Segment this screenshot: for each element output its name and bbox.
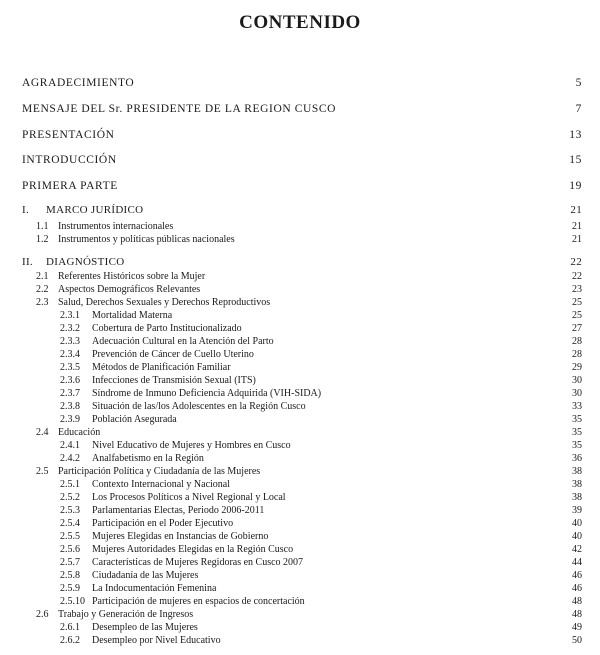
toc-entry-page-number: 25 bbox=[572, 297, 582, 308]
toc-entry-page-number: 5 bbox=[575, 77, 582, 89]
toc-entry-label bbox=[60, 543, 293, 556]
toc-entry-text: Nivel Educativo de Mujeres y Hombres en Cusco bbox=[92, 440, 291, 451]
toc-entry bbox=[0, 400, 600, 413]
toc-entry bbox=[0, 270, 600, 283]
toc-entry bbox=[0, 621, 600, 634]
toc-entry-text: Infecciones de Transmisión Sexual (ITS) bbox=[92, 375, 256, 386]
toc-entry-label bbox=[60, 452, 204, 465]
toc-entry bbox=[0, 517, 600, 530]
toc-entry-page-number: 30 bbox=[572, 375, 582, 386]
toc-entry-number: 2.3.5 bbox=[60, 362, 80, 373]
toc-entry-label bbox=[60, 504, 264, 517]
toc-entry-number: 2.3.8 bbox=[60, 401, 80, 412]
toc-entry-text: PRESENTACIÓN bbox=[22, 129, 115, 141]
toc-entry-number: 2.5 bbox=[36, 466, 49, 477]
toc-entry bbox=[0, 361, 600, 374]
toc-entry-page-number: 48 bbox=[572, 609, 582, 620]
toc-entry-number: 2.5.6 bbox=[60, 544, 80, 555]
toc-entry bbox=[0, 283, 600, 296]
toc-entry-label bbox=[36, 233, 235, 246]
toc-entry-number: 2.5.3 bbox=[60, 505, 80, 516]
toc-entry-text: Salud, Derechos Sexuales y Derechos Reproductivos bbox=[58, 297, 271, 308]
toc-entry bbox=[0, 204, 600, 217]
toc-entry-label bbox=[60, 309, 172, 322]
toc-entry-text: Educación bbox=[58, 427, 101, 438]
toc-entry-page-number: 15 bbox=[569, 154, 582, 166]
toc-entry-page-number: 38 bbox=[572, 479, 582, 490]
toc-entry-number: 2.1 bbox=[36, 271, 49, 282]
toc-entry-text: MENSAJE DEL Sr. PRESIDENTE DE LA REGION CUSCO bbox=[22, 103, 337, 115]
toc-entry-page-number: 35 bbox=[572, 427, 582, 438]
toc-entry-label bbox=[60, 621, 198, 634]
toc-entry-text: Trabajo y Generación de Ingresos bbox=[58, 609, 194, 620]
toc-entry bbox=[0, 530, 600, 543]
toc-entry-text: Ciudadanía de las Mujeres bbox=[92, 570, 199, 581]
toc-entry-label bbox=[36, 270, 205, 283]
toc-entry-page-number: 39 bbox=[572, 505, 582, 516]
toc-entry-text: Mujeres Autoridades Elegidas en la Región Cusco bbox=[92, 544, 294, 555]
toc-entry-page-number: 28 bbox=[572, 349, 582, 360]
toc-entry-text: Mortalidad Materna bbox=[92, 310, 173, 321]
toc-entry bbox=[0, 595, 600, 608]
toc-entry-number: 2.5.2 bbox=[60, 492, 80, 503]
toc-entry-page-number: 7 bbox=[575, 103, 582, 115]
toc-entry-text: Aspectos Demográficos Relevantes bbox=[58, 284, 201, 295]
toc-entry-number: 2.3.9 bbox=[60, 414, 80, 425]
toc-entry-page-number: 13 bbox=[569, 129, 582, 141]
toc-entry-text: Cobertura de Parto Institucionalizado bbox=[92, 323, 242, 334]
toc-entry-page-number: 21 bbox=[572, 221, 582, 232]
toc-entry-number: 2.3.4 bbox=[60, 349, 80, 360]
toc-entry-page-number: 50 bbox=[572, 635, 582, 646]
toc-entry-number: 2.3 bbox=[36, 297, 49, 308]
toc-entry-label bbox=[60, 595, 305, 608]
toc-entry-label bbox=[60, 335, 274, 348]
toc-entry bbox=[0, 504, 600, 517]
toc-entry bbox=[0, 220, 600, 233]
toc-entry bbox=[0, 608, 600, 621]
toc-entry-number: 2.4.1 bbox=[60, 440, 80, 451]
toc-entry-text: Métodos de Planificación Familiar bbox=[92, 362, 231, 373]
toc-entry-page-number: 21 bbox=[572, 234, 582, 245]
toc-entry bbox=[0, 309, 600, 322]
toc-entry-text: Desempleo de las Mujeres bbox=[92, 622, 198, 633]
toc-entry-number: 2.5.10 bbox=[60, 596, 85, 607]
toc-entry-number: 2.3.2 bbox=[60, 323, 80, 334]
toc-entry-text: Analfabetismo en la Región bbox=[92, 453, 204, 464]
toc-entry-text: Participación Política y Ciudadanía de las Mujeres bbox=[58, 466, 261, 477]
toc-entry-page-number: 33 bbox=[572, 401, 582, 412]
toc-entry bbox=[0, 233, 600, 246]
toc-entry bbox=[0, 491, 600, 504]
toc-entry bbox=[0, 129, 600, 142]
toc-entry-label bbox=[60, 348, 254, 361]
toc-entry-page-number: 30 bbox=[572, 388, 582, 399]
toc-entry-label bbox=[36, 220, 173, 233]
toc-entry-text: Contexto Internacional y Nacional bbox=[92, 479, 231, 490]
toc-entry bbox=[0, 154, 600, 167]
toc-entry-text: PRIMERA PARTE bbox=[22, 180, 118, 192]
toc-entry-number: 2.2 bbox=[36, 284, 49, 295]
toc-entry bbox=[0, 582, 600, 595]
toc-entry-number: 2.5.8 bbox=[60, 570, 80, 581]
toc-entry-text: Población Asegurada bbox=[92, 414, 177, 425]
toc-entry-number: 2.3.6 bbox=[60, 375, 80, 386]
toc-entry-text: INTRODUCCIÓN bbox=[22, 154, 117, 166]
toc-entry-label bbox=[36, 283, 200, 296]
toc-entry-label bbox=[22, 154, 117, 167]
toc-entry-text: Síndrome de Inmuno Deficiencia Adquirida (VIH-SIDA) bbox=[92, 388, 322, 399]
toc-entry-number: 2.5.9 bbox=[60, 583, 80, 594]
toc-entry-page-number: 35 bbox=[572, 414, 582, 425]
toc-entry-label bbox=[60, 387, 321, 400]
toc-entry-label bbox=[60, 517, 233, 530]
toc-entry-number: 1.2 bbox=[36, 234, 49, 245]
toc-entry-text: AGRADECIMIENTO bbox=[22, 77, 135, 89]
toc-entry-page-number: 36 bbox=[572, 453, 582, 464]
toc-entry-label bbox=[60, 634, 221, 647]
toc-entry-label bbox=[60, 439, 291, 452]
toc-entry bbox=[0, 335, 600, 348]
toc-entry-page-number: 35 bbox=[572, 440, 582, 451]
toc-entry-page-number: 25 bbox=[572, 310, 582, 321]
toc-entry-number: 2.3.3 bbox=[60, 336, 80, 347]
toc-entry-page-number: 42 bbox=[572, 544, 582, 555]
toc-entry-text: Características de Mujeres Regidoras en Cusco 2007 bbox=[92, 557, 304, 568]
toc-entry-label bbox=[22, 103, 336, 116]
toc-entry-page-number: 46 bbox=[572, 583, 582, 594]
toc-entry-label bbox=[60, 413, 177, 426]
toc-entry-number: II. bbox=[22, 256, 33, 268]
toc-entry-label bbox=[60, 491, 286, 504]
toc-entry-label bbox=[60, 400, 306, 413]
toc-entry-page-number: 27 bbox=[572, 323, 582, 334]
toc-entry-label bbox=[60, 530, 268, 543]
toc-entry-text: Situación de las/los Adolescentes en la Región Cusco bbox=[92, 401, 306, 412]
toc-entry-number: 2.6 bbox=[36, 609, 49, 620]
toc-entry-label bbox=[36, 608, 193, 621]
toc-entry-page-number: 49 bbox=[572, 622, 582, 633]
toc-entry-label bbox=[60, 361, 231, 374]
toc-entry bbox=[0, 387, 600, 400]
toc-entry-number: I. bbox=[22, 204, 30, 216]
toc-entry bbox=[0, 543, 600, 556]
toc-entry-text: Participación de mujeres en espacios de concertación bbox=[92, 596, 305, 607]
toc-entry-text: MARCO JURÍDICO bbox=[46, 204, 144, 216]
toc-entry bbox=[0, 296, 600, 309]
toc-entry-number: 1.1 bbox=[36, 221, 49, 232]
toc-entry-label bbox=[22, 180, 118, 193]
toc-entry-page-number: 23 bbox=[572, 284, 582, 295]
toc-entry-text: Prevención de Cáncer de Cuello Uterino bbox=[92, 349, 254, 360]
toc-entry-label bbox=[22, 77, 134, 90]
toc-entry-label bbox=[60, 374, 256, 387]
toc-entry-page-number: 44 bbox=[572, 557, 582, 568]
toc-entry bbox=[0, 348, 600, 361]
toc-entry-page-number: 46 bbox=[572, 570, 582, 581]
toc-entry-label bbox=[60, 582, 216, 595]
toc-entry-text: Adecuación Cultural en la Atención del Parto bbox=[92, 336, 274, 347]
toc-entry-number: 2.5.4 bbox=[60, 518, 80, 529]
toc-entry bbox=[0, 77, 600, 90]
toc-entry-page-number: 19 bbox=[569, 180, 582, 192]
toc-entry-label bbox=[36, 296, 270, 309]
toc-entry-label bbox=[60, 569, 198, 582]
toc-entry bbox=[0, 103, 600, 116]
toc-entry-label bbox=[22, 204, 143, 217]
toc-entry-text: Instrumentos internacionales bbox=[58, 221, 174, 232]
toc-entry-number: 2.5.1 bbox=[60, 479, 80, 490]
toc-entry-page-number: 40 bbox=[572, 518, 582, 529]
toc-entry-label bbox=[36, 426, 100, 439]
toc-entry-text: Los Procesos Políticos a Nivel Regional y Local bbox=[92, 492, 286, 503]
toc-entry-page-number: 38 bbox=[572, 466, 582, 477]
toc-entry-page-number: 22 bbox=[572, 271, 582, 282]
toc-entry bbox=[0, 465, 600, 478]
toc-entry-number: 2.3.1 bbox=[60, 310, 80, 321]
toc-entry bbox=[0, 413, 600, 426]
toc-entry-text: Instrumentos y políticas públicas nacionales bbox=[58, 234, 235, 245]
toc-entry-number: 2.4 bbox=[36, 427, 49, 438]
toc-entry-page-number: 22 bbox=[570, 256, 582, 268]
toc-entry bbox=[0, 439, 600, 452]
toc-entry bbox=[0, 374, 600, 387]
toc-entry-number: 2.4.2 bbox=[60, 453, 80, 464]
toc-entry-number: 2.5.5 bbox=[60, 531, 80, 542]
toc-entry-text: Referentes Históricos sobre la Mujer bbox=[58, 271, 206, 282]
toc-entry-page-number: 40 bbox=[572, 531, 582, 542]
toc-entry-number: 2.3.7 bbox=[60, 388, 80, 399]
toc-entry-text: Mujeres Elegidas en Instancias de Gobierno bbox=[92, 531, 269, 542]
toc-entry-page-number: 28 bbox=[572, 336, 582, 347]
toc-entry-text: Parlamentarias Electas, Periodo 2006-2011 bbox=[92, 505, 265, 516]
toc-entry-label bbox=[22, 256, 124, 269]
toc-entry-page-number: 48 bbox=[572, 596, 582, 607]
toc-entry-page-number: 29 bbox=[572, 362, 582, 373]
toc-entry-number: 2.6.2 bbox=[60, 635, 80, 646]
toc-entry-number: 2.5.7 bbox=[60, 557, 80, 568]
toc-entry-label bbox=[60, 322, 242, 335]
toc-entry-label bbox=[60, 556, 303, 569]
toc-entry bbox=[0, 180, 600, 193]
toc-entry-text: Desempleo por Nivel Educativo bbox=[92, 635, 221, 646]
toc-entry bbox=[0, 634, 600, 647]
toc-entry bbox=[0, 478, 600, 491]
toc-entry bbox=[0, 569, 600, 582]
toc-entry-number: 2.6.1 bbox=[60, 622, 80, 633]
toc-entry bbox=[0, 256, 600, 269]
toc-entry-text: La Indocumentación Femenina bbox=[92, 583, 217, 594]
toc-entry bbox=[0, 452, 600, 465]
toc-entry-label bbox=[60, 478, 230, 491]
page-title: CONTENIDO bbox=[239, 12, 361, 33]
toc-entry bbox=[0, 556, 600, 569]
toc-entry bbox=[0, 322, 600, 335]
toc-entry-page-number: 38 bbox=[572, 492, 582, 503]
toc-entry-page-number: 21 bbox=[570, 204, 582, 216]
toc-entry bbox=[0, 426, 600, 439]
toc-entry-label bbox=[22, 129, 115, 142]
toc-entry-text: Participación en el Poder Ejecutivo bbox=[92, 518, 234, 529]
toc-entry-text: DIAGNÓSTICO bbox=[46, 256, 125, 268]
toc-entry-label bbox=[36, 465, 260, 478]
